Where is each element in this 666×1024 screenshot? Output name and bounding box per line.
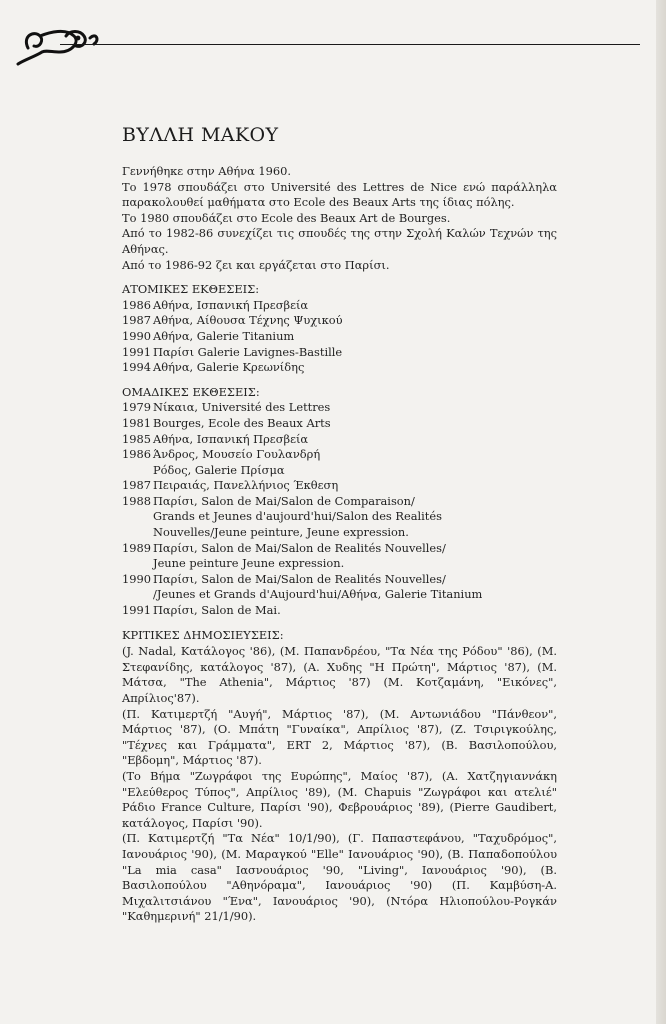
list-item xyxy=(122,432,557,448)
year: 1991 xyxy=(122,344,151,359)
critics-heading: ΚΡΙΤΙΚΕΣ ΔΗΜΟΣΙΕΥΣΕΙΣ: xyxy=(122,627,284,642)
year: 1987 xyxy=(122,478,151,493)
header-rule xyxy=(60,44,640,45)
list-item xyxy=(122,478,557,494)
bio-line: Το 1978 σπουδάζει στο Université des Lettres de Nice ενώ παράλληλα παρακολουθεί μαθήματα στο Ecole des Beaux Arts της ίδιας πόλης. xyxy=(122,179,557,210)
year: 1989 xyxy=(122,540,151,555)
year: 1986 xyxy=(122,297,151,312)
bio-line: Από το 1986-92 ζει και εργάζεται στο Παρίσι. xyxy=(122,257,390,272)
exhibition: Νίκαια, Université des Lettres xyxy=(153,400,331,415)
exhibition: Αθήνα, Galerie Κρεωνίδης xyxy=(153,360,305,375)
exhibition: Παρίσι, Salon de Mai/Salon de Realités Nouvelles/ xyxy=(153,540,446,555)
list-item xyxy=(122,572,557,588)
page-title: ΒΥΛΛΗ ΜΑΚΟΥ xyxy=(122,124,279,146)
list-item xyxy=(122,298,557,314)
exhibition-continuation: /Jeunes et Grands d'Aujourd'hui/Αθήνα, Galerie Titanium xyxy=(153,587,483,602)
exhibition-continuation: Jeune peinture Jeune expression. xyxy=(153,556,345,571)
year: 1981 xyxy=(122,415,151,430)
year: 1991 xyxy=(122,603,151,618)
critics-list xyxy=(122,644,557,925)
list-item xyxy=(122,313,557,329)
critic-paragraph: (Π. Κατιμερτζή "Αυγή", Μάρτιος '87), (Μ. Αντωνιάδου "Πάνθεον", Μάρτιος '87), (Ο. Μπάτη "Γυναίκα", Απρίλιος '87), (Ζ. Τσιριγκούλης, "Τέχνες και Γράμματα", ERT 2, Μάρτιος '87), (Β. Βασιλοπούλου, "Εβδομη", Μάρτιος '87). xyxy=(122,706,557,768)
year: 1990 xyxy=(122,328,151,343)
exhibition: Παρίσι Galerie Lavignes-Bastille xyxy=(153,344,343,359)
list-item xyxy=(122,447,557,463)
critic-paragraph: (Το Βήμα "Ζωγράφοι της Ευρώπης", Μαίος '87), (Α. Χατζηγιαννάκη "Ελεύθερος Τύπος", Απρίλιος '89), (Μ. Chapuis "Ζωγράφοι και ατελιέ" Ράδιο France Culture, Παρίσι '90), Φεβρουάριος '89), (Pierre Gaudibert, κατάλογος, Παρίσι '90). xyxy=(122,768,557,830)
exhibition: Άνδρος, Μουσείο Γουλανδρή xyxy=(153,447,321,462)
year: 1986 xyxy=(122,447,151,462)
exhibition: Αθήνα, Galerie Titanium xyxy=(153,328,295,343)
pen-drawing-logo xyxy=(10,22,100,70)
group-heading: ΟΜΑΔΙΚΕΣ ΕΚΘΕΣΕΙΣ: xyxy=(122,384,260,399)
year: 1985 xyxy=(122,431,151,446)
exhibition: Πειραιάς, Πανελλήνιος Έκθεση xyxy=(153,478,339,493)
exhibition-continuation: Grands et Jeunes d'aujourd'hui/Salon des Realités xyxy=(153,509,442,524)
exhibition: Παρίσι, Salon de Mai/Salon de Comparaison/ xyxy=(153,493,415,508)
bio-line: Από το 1982-86 συνεχίζει τις σπουδές της στην Σχολή Καλών Τεχνών της Αθήνας. xyxy=(122,226,557,256)
critic-paragraph: (J. Nadal, Κατάλογος '86), (Μ. Παπανδρέου, "Τα Νέα της Ρόδου" '86), (Μ. Στεφανίδης, κατάλογος '87), (Α. Χυδης "Η Πρώτη", Μάρτιος '87), (Μ. Μάτσα, "The Athenia", Μάρτιος '87) (Μ. Κοτζαμάνη, "Εικόνες", Απρίλιος'87). xyxy=(122,644,557,705)
year: 1987 xyxy=(122,313,151,328)
list-item xyxy=(122,360,557,376)
year: 1979 xyxy=(122,400,151,415)
exhibition-continuation: Ρόδος, Galerie Πρίσμα xyxy=(153,462,285,477)
list-item xyxy=(122,603,557,619)
list-item xyxy=(122,494,557,510)
solo-heading: ΑΤΟΜΙΚΕΣ ΕΚΘΕΣΕΙΣ: xyxy=(122,282,260,297)
exhibition: Παρίσι, Salon de Mai. xyxy=(153,603,281,618)
bio-section xyxy=(122,164,557,273)
exhibition: Αθήνα, Ισπανική Πρεσβεία xyxy=(153,431,309,446)
biography-content xyxy=(122,164,557,925)
critic-paragraph: (Π. Κατιμερτζή "Τα Νέα" 10/1/90), (Γ. Παπαστεφάνου, "Ταχυδρόμος", Ιανουάριος '90), (Μ. Μαραγκού "Elle" Ιανουάριος '90), (Β. Παπαδοπούλου "La mia casa" Ιασνουάριος '90, "Living", Ιανουάριος '90), (Β. Βασιλοπούλου "Αθηνόραμα", Ιανουάριος '90) (Π. Καμβύση-Α. Μιχαλιτσιάνου "Ένα", Ιανουάριος '90), (Ντόρα Ηλιοπούλου-Ρογκάν "Καθημερινή" 21/1/90). xyxy=(122,831,557,924)
list-item xyxy=(122,329,557,345)
year: 1988 xyxy=(122,493,151,508)
exhibition: Bourges, Ecole des Beaux Arts xyxy=(153,415,331,430)
page-edge xyxy=(656,0,666,1024)
list-item xyxy=(122,416,557,432)
exhibition-continuation: Nouvelles/Jeune peinture, Jeune expression. xyxy=(153,525,409,540)
bio-line: Γεννήθηκε στην Αθήνα 1960. xyxy=(122,164,292,178)
exhibition: Αθήνα, Αίθουσα Τέχνης Ψυχικού xyxy=(153,313,343,328)
list-item xyxy=(122,345,557,361)
year: 1990 xyxy=(122,571,151,586)
exhibition: Παρίσι, Salon de Mai/Salon de Realités Nouvelles/ xyxy=(153,571,446,586)
list-item xyxy=(122,400,557,416)
solo-exhibitions-section xyxy=(122,282,557,376)
year: 1994 xyxy=(122,360,151,375)
list-item xyxy=(122,541,557,557)
group-exhibitions-section xyxy=(122,385,557,619)
critics-section xyxy=(122,628,557,925)
bio-line: Το 1980 σπουδάζει στο Ecole des Beaux Art de Bourges. xyxy=(122,210,451,225)
exhibition: Αθήνα, Ισπανική Πρεσβεία xyxy=(153,297,309,312)
